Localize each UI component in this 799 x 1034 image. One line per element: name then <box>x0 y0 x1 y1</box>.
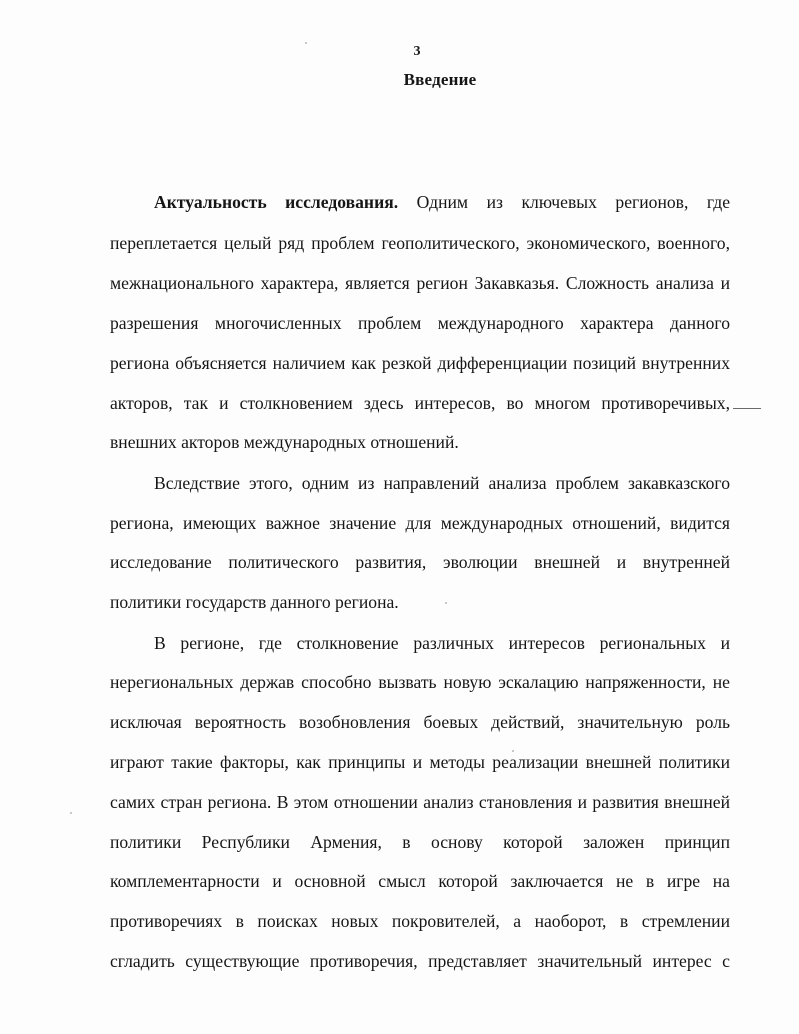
page-title: Введение <box>403 70 477 89</box>
paragraph-1-line-5: региона объясняется наличием как резкой дифференциации позиций внутренних <box>110 353 730 373</box>
paragraph-3-line-1: В регионе, где столкновение различных интересов региональных и <box>154 633 730 653</box>
scan-speck <box>512 750 514 752</box>
scan-speck <box>305 42 307 44</box>
paragraph-3-line-4: играют такие факторы, как принципы и методы реализации внешней политики <box>110 752 730 772</box>
scan-speck <box>70 812 72 814</box>
paragraph-3-line-6: политики Республики Армения, в основу которой заложен принцип <box>110 832 730 852</box>
paragraph-1-line-1 <box>154 190 730 214</box>
paragraph-2-line-4: политики государств данного региона. <box>110 592 399 612</box>
paragraph-2-line-2: региона, имеющих важное значение для международных отношений, видится <box>110 513 730 533</box>
page-number: 3 <box>413 44 421 59</box>
paragraph-3-line-7: комплементарности и основной смысл которой заключается не в игре на <box>110 871 730 891</box>
paragraph-2-line-3: исследование политического развития, эволюции внешней и внутренней <box>110 552 730 572</box>
paragraph-3-line-2: нерегиональных держав способно вызвать новую эскалацию напряженности, не <box>110 672 730 692</box>
scan-speck <box>445 602 447 604</box>
paragraph-1-line-3: межнационального характера, является регион Закавказья. Сложность анализа и <box>110 273 730 293</box>
paragraph-1-line-2: переплетается целый ряд проблем геополитического, экономического, военного, <box>110 233 730 253</box>
relevance-heading: Актуальность исследования. <box>154 192 399 212</box>
paragraph-3-line-9: сгладить существующие противоречия, представляет значительный интерес с <box>110 951 730 971</box>
paragraph-1-line-7: внешних акторов международных отношений. <box>110 432 459 452</box>
paragraph-3-line-3: исключая вероятность возобновления боевых действий, значительную роль <box>110 712 730 732</box>
paragraph-3-line-8: противоречиях в поисках новых покровителей, а наоборот, в стремлении <box>110 911 730 931</box>
paragraph-2-line-1: Вследствие этого, одним из направлений анализа проблем закавказского <box>154 473 730 493</box>
margin-mark <box>733 408 761 409</box>
paragraph-3-line-5: самих стран региона. В этом отношении анализ становления и развития внешней <box>110 792 730 812</box>
paragraph-1-line-4: разрешения многочисленных проблем международного характера данного <box>110 313 730 333</box>
paragraph-1-line-6: акторов, так и столкновением здесь интересов, во многом противоречивых, <box>110 393 730 413</box>
paragraph-1-line-1-text: Одним из ключевых регионов, где <box>416 192 730 212</box>
